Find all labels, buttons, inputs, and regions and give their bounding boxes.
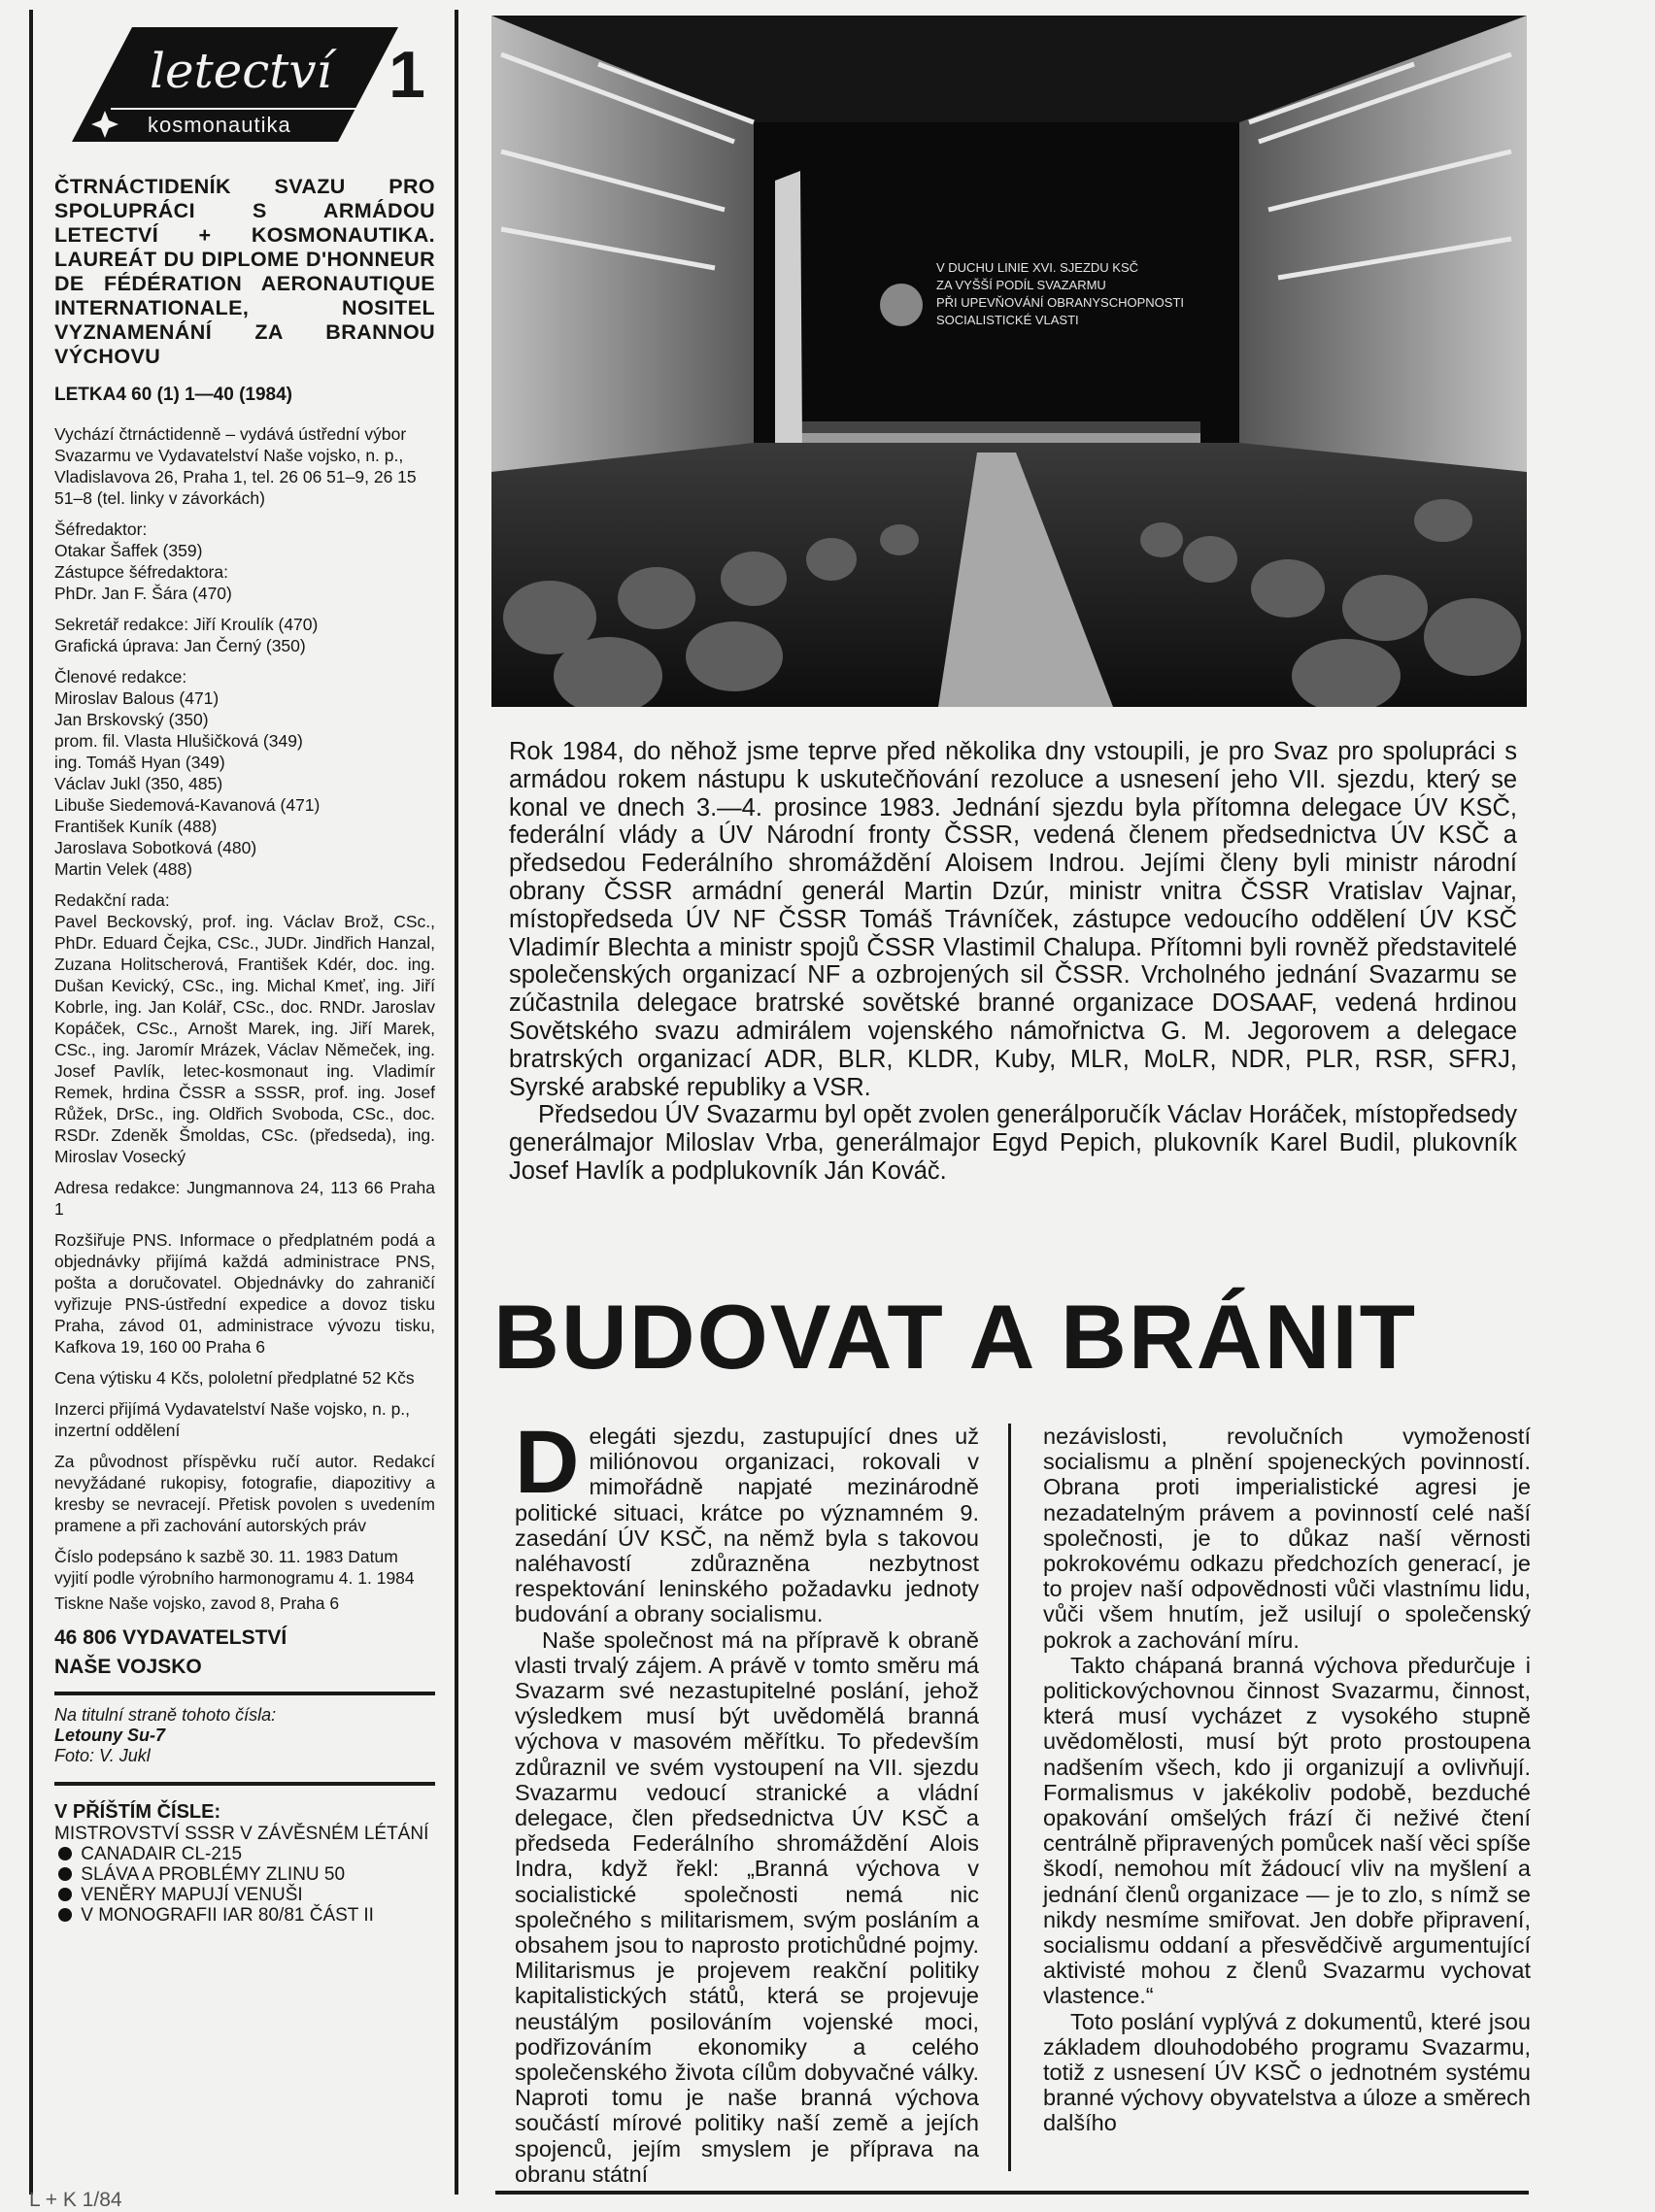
cover-credit [54,1705,435,1786]
publisher-line: 46 806 VYDAVATELSTVÍ [54,1626,287,1649]
dates-info: Číslo podepsáno k sazbě 30. 11. 1983 Datum vyjití podle výrobního harmonogramu 4. 1. 1984 [54,1547,415,1588]
logo-subtitle: kosmonautika [148,113,291,137]
secretary: Sekretář redakce: Jiří Kroulík (470) [54,615,319,634]
deputy-editor: PhDr. Jan F. Šára (470) [54,584,232,603]
next-issue-list [54,1824,435,1926]
board-label: Redakční rada: [54,890,170,910]
masthead-column [29,10,458,2195]
board-members: Pavel Beckovský, prof. ing. Václav Brož, CSc., PhDr. Eduard Čejka, CSc., JUDr. Jindřich Hanzal, Zuzana Holitscherová, František Kdér, doc. ing. Dušan Kevický, CSc., ing. Michal Kmeť, ing. Jiří Kobrle, ing. Jan Kolář, CSc., doc. RNDr. Jaroslav Kopáček, CSc., Arnošt Marek, ing. Jiří Marek, CSc., ing. Jaromír Mrázek, Václav Němeček, ing. Josef Pavlík, letec-kosmonaut ing. Vladimír Remek, hrdina ČSSR a SSSR, prof. ing. Josef Růžek, DrSc., ing. Oldřich Svoboda, CSc., doc. RSDr. Zdeněk Šmoldas, CSc. (předseda), ing. Miroslav Vosecký [54,912,435,1166]
article-paragraph: elegáti sjezdu, zastupující dnes už miliónovou organizaci, rokovali v mimořádně napjaté mezinárodně politické situaci, krátce po významném 9. zasedání ÚV KSČ, na němž byla s takovou naléhavostí zdůrazněna nezbytnost respektování leninského požadavku jednoty budování a obrany socialismu. [515,1424,979,1627]
price-info: Cena výtisku 4 Kčs, pololetní předplatné 52 Kčs [54,1368,415,1388]
deputy-label: Zástupce šéfredaktora: [54,562,228,582]
originality-note: Za původnost příspěvku ručí autor. Redakcí nevyžádané rukopisy, fotografie, diapozitivy a kresby se nevracejí. Přetisk povolen s uvedením pramene a při zachování autorských práv [54,1452,435,1535]
bullet-icon [58,1867,72,1881]
next-issue [54,1801,435,1926]
next-issue-item: VENĚRY MAPUJÍ VENUŠI [81,1885,303,1905]
member-item: Jaroslava Sobotková (480) [54,838,257,857]
next-issue-item: SLÁVA A PROBLÉMY ZLINU 50 [81,1864,346,1885]
ads-info: Inzerci přijímá Vydavatelství Naše vojsko, n. p., inzertní oddělení [54,1399,411,1440]
bullet-icon [58,1908,72,1922]
member-item: Miroslav Balous (471) [54,688,220,708]
next-issue-item: MISTROVSTVÍ SSSR V ZÁVĚSNÉM LÉTÁNÍ [54,1824,429,1844]
editor-chief: Otakar Šaffek (359) [54,541,203,560]
lead-paragraph: Předsedou ÚV Svazarmu byl opět zvolen generálporučík Václav Horáček, místopředsedy generálmajor Miloslav Vrba, generálmajor Egyd Pepich, plukovník Karel Budil, plukovník Josef Havlík a podplukovník Ján Kováč. [509,1101,1517,1185]
article-paragraph: Naše společnost má na přípravě k obraně vlasti trvalý zájem. A právě v tomto směru má Svazarm své nezastupitelné poslání, jehož výsledkem musí být uvědomělá branná výchova v masovém měřítku. To především zdůraznil ve svém vystoupení na VII. sjezdu Svazarmu vedoucí stranické a vládní delegace, člen předsednictva ÚV KSČ a předseda Federálního shromáždění Alois Indra, když řekl: „Branná výchova v socialistické společnosti nemá nic společného s militarismem, svým posláním a obsahem jsou to naprosto protichůdné pojmy. Militarismus je projevem reakční politiky kapitalistických států, která se projevuje neustálým posilováním vojenské moci, podřizováním ekonomiky a celého společenského života cílům dobyvačné války. Naproti tomu je naše branná výchova součástí mírové politiky naší země a jejích spojenců, jejím smyslem je příprava na obranu státní [515,1626,979,2187]
publisher-line: NAŠE VOJSKO [54,1656,202,1678]
article-paragraph: Takto chápaná branná výchova předurčuje i politickovýchovnou činnost Svazarmu, činnost, která musí vycházet z vysokého stupně uvědomělosti, musí být proto prostoupena nadšením všech, kdo ji organizují a ovlivňují. Formalismus v jakékoliv podobě, bezduché opakování omšelých frází či neživé čtení centrálně připravených pomůcek naší věci spíše škodí, nemohou mít žádoucí vliv na myšlení a jednání členů organizace — je to zlo, s nímž se nikdy nesmíme smiřovat. Jen dobře připravení, socialismu oddaní a přesvědčivě argumentující aktivisté mohou z členů Svazarmu vychovat vlastence.“ [1043,1652,1531,2009]
distribution-info: Rozšiřuje PNS. Informace o předplatném podá a objednávky přijímá každá administrace PNS, pošta a doručovatel. Objednávky do zahraničí vyřizuje PNS-ústřední expedice a dovoz tisku Praha, závod 01, administrace vývozu tisku, Kafkova 19, 160 00 Praha 6 [54,1230,435,1357]
printer-info: Tiskne Naše vojsko, zavod 8, Praha 6 [54,1593,340,1613]
staff-block [54,614,435,656]
logo-block [54,10,435,165]
members-label: Členové redakce: [54,667,187,687]
logo-script: letectví [150,43,332,99]
banner-text: ZA VYŠŠÍ PODÍL SVAZARMU [936,278,1106,292]
publisher [54,1624,435,1695]
emblem-icon [880,284,923,326]
bottom-rule [495,2191,1529,2195]
page-footer-mark: L + K 1/84 [29,2189,122,2211]
article-paragraph: Toto poslání vyplývá z dokumentů, které jsou základem dlouhodobého programu Svazarmu, totiž z usnesení ÚV KSČ o jednotném systému branné výchovy obyvatelstva a úloze a směrech dalšího [1043,2008,1531,2136]
cover-credit-photo: Foto: V. Jukl [54,1746,151,1765]
drop-cap: D [515,1413,580,1512]
cover-credit-line: Na titulní straně tohoto čísla: [54,1705,277,1725]
member-item: ing. Tomáš Hyan (349) [54,753,225,772]
member-item: Jan Brskovský (350) [54,710,209,729]
banner-text: V DUCHU LINIE XVI. SJEZDU KSČ [936,260,1139,275]
article-headline: BUDOVAT A BRÁNIT [493,1286,1418,1388]
editors-block [54,519,435,604]
congress-hall-photo [491,16,1527,707]
lead-paragraph: Rok 1984, do něhož jsme teprve před několika dny vstoupili, je pro Svaz pro spolupráci s armádou rokem nástupu k uskutečňování rezoluce a usnesení jeho VII. sjezdu, který se konal ve dnech 3.—4. prosince 1983. Jednání sjezdu byla přítomna delegace ÚV KSČ, federální vlády a ÚV Národní fronty ČSSR, vedená členem předsednictva ÚV KSČ a předsedou Federálního shromáždění Aloisem Indrou. Jejími členy byli ministr národní obrany ČSSR armádní generál Martin Dzúr, ministr vnitra ČSSR Vratislav Vajnar, místopředseda ÚV NF ČSSR Tomáš Trávníček, zástupce vedoucího oddělení ÚV KSČ Vladimír Blechta a ministr spojů ČSSR Vlastimil Chalupa. Přítomni byli rovněž představitelé společenských organizací NF a ozbrojených sil ČSSR. Vrcholného jednání Svazarmu se zúčastnila delegace bratrské sovětské branné organizace DOSAAF, vedená hrdinou Sovětského svazu admirálem vojenského námořnictva G. M. Jegorovem a delegace bratrských organizací ADR, BLR, KLDR, Kuby, MLR, MoLR, NDR, PLR, RSR, SFRJ, Syrské arabské republiky a VSR. [509,738,1517,1101]
members-block [54,666,435,880]
issue-number: 1 [388,38,425,112]
member-item: Martin Velek (488) [54,859,193,879]
magazine-logo [72,27,398,142]
address: Adresa redakce: Jungmannova 24, 113 66 Praha 1 [54,1178,435,1219]
column-divider [1008,1424,1011,2171]
member-item: Libuše Siedemová-Kavanová (471) [54,795,321,815]
graphic-design: Grafická úprava: Jan Černý (350) [54,636,306,655]
bullet-icon [58,1888,72,1901]
lead-text [509,738,1517,1186]
masthead-heading: ČTRNÁCTIDENÍK SVAZU PRO SPOLUPRÁCI S ARMÁDOU LETECTVÍ + KOSMONAUTIKA. LAUREÁT DU DIPLOME D'HONNEUR DE FÉDÉRATION AERONAUTIQUE INTERNATIONALE, NOSITEL VYZNAMENÁNÍ ZA BRANNOU VÝCHOVU [54,175,435,368]
photo-illustration [491,16,1527,707]
bullet-icon [58,1847,72,1860]
member-item: prom. fil. Vlasta Hlušičková (349) [54,731,303,751]
member-item: František Kuník (488) [54,817,218,836]
banner-text: SOCIALISTICKÉ VLASTI [936,313,1079,327]
next-issue-item: V MONOGRAFII IAR 80/81 ČÁST II [81,1905,374,1926]
banner-text: PŘI UPEVŇOVÁNÍ OBRANYSCHOPNOSTI [936,295,1184,310]
editor-chief-label: Šéfredaktor: [54,519,148,539]
article-column-1 [515,1413,979,2187]
board-block [54,889,435,1167]
next-issue-item: CANADAIR CL-215 [81,1844,243,1864]
cover-credit-subject: Letouny Su-7 [54,1726,166,1745]
member-item: Václav Jukl (350, 485) [54,774,223,793]
article-column-2 [1043,1424,1531,2136]
article-paragraph: nezávislosti, revolučních vymožeností socialismu a plnění spojeneckých povinností. Obrana proti imperialistické agresi je nezadatelným právem a povinností celé naší společnosti, je to důkaz naší věrnosti pokrokovému odkazu předchozích generací, je to projev naší odpovědnosti vůči vlastnímu lidu, vůči všem hnutím, jež usilují o společenský pokrok a zachování míru. [1043,1424,1531,1653]
publication-code: LETKA4 60 (1) 1—40 (1984) [54,385,292,405]
publishing-info: Vychází čtrnáctidenně – vydává ústřední výbor Svazarmu ve Vydavatelství Naše vojsko, n. p., Vladislavova 26, Praha 1, tel. 26 06 51–9, 26 15 51–8 (tel. linky v závorkách) [54,424,417,508]
next-issue-title: V PŘÍŠTÍM ČÍSLE: [54,1801,221,1823]
